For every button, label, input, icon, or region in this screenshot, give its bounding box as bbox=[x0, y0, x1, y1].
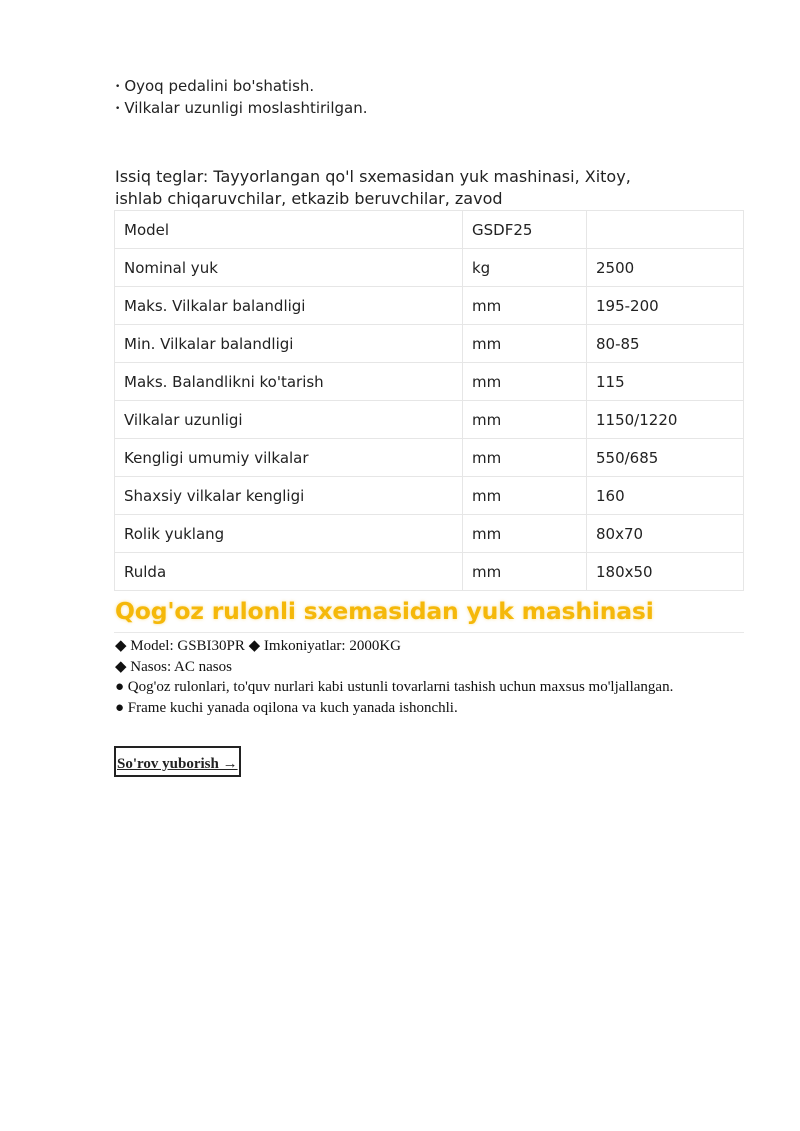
table-cell: Kengligi umumiy vilkalar bbox=[115, 439, 463, 477]
table-cell: Shaxsiy vilkalar kengligi bbox=[115, 477, 463, 515]
table-cell: mm bbox=[463, 363, 587, 401]
list-item: ◆ Nasos: AC nasos bbox=[115, 658, 232, 675]
list-item bbox=[115, 98, 368, 120]
table-cell: 80x70 bbox=[587, 515, 744, 553]
list-item-text: Vilkalar uzunligi moslashtirilgan. bbox=[124, 99, 368, 117]
table-row bbox=[115, 287, 744, 325]
table-row bbox=[115, 401, 744, 439]
list-item: ● Frame kuchi yanada oqilona va kuch yanada ishonchli. bbox=[115, 699, 458, 716]
bullet-icon: • bbox=[115, 82, 121, 92]
intro-bullet-list bbox=[115, 76, 368, 120]
table-cell: mm bbox=[463, 401, 587, 439]
table-cell: 160 bbox=[587, 477, 744, 515]
table-cell: mm bbox=[463, 515, 587, 553]
table-cell: Rulda bbox=[115, 553, 463, 591]
bullet-icon: • bbox=[115, 104, 121, 114]
table-cell: mm bbox=[463, 287, 587, 325]
product-heading: Qog'oz rulonli sxemasidan yuk mashinasi bbox=[115, 597, 654, 625]
table-cell: Vilkalar uzunligi bbox=[115, 401, 463, 439]
table-row bbox=[115, 553, 744, 591]
list-item-text: Oyoq pedalini bo'shatish. bbox=[124, 77, 315, 95]
table-row bbox=[115, 211, 744, 249]
hot-tags: Issiq teglar: Tayyorlangan qo'l sxemasidan yuk mashinasi, Xitoy, ishlab chiqaruvchilar, etkazib beruvchilar, zavod bbox=[115, 167, 631, 208]
table-cell: Nominal yuk bbox=[115, 249, 463, 287]
table-cell: mm bbox=[463, 477, 587, 515]
table-cell: Min. Vilkalar balandligi bbox=[115, 325, 463, 363]
table-cell: Rolik yuklang bbox=[115, 515, 463, 553]
table-cell bbox=[587, 211, 744, 249]
list-item bbox=[115, 76, 368, 98]
table-row bbox=[115, 249, 744, 287]
table-cell: 180x50 bbox=[587, 553, 744, 591]
table-row bbox=[115, 515, 744, 553]
feature-list bbox=[115, 636, 673, 718]
table-row bbox=[115, 325, 744, 363]
list-item: ◆ Model: GSBI30PR ◆ Imkoniyatlar: 2000KG bbox=[115, 638, 401, 654]
spec-table bbox=[114, 210, 744, 591]
heading-divider bbox=[114, 632, 744, 633]
table-cell: Model bbox=[115, 211, 463, 249]
table-cell: Maks. Balandlikni ko'tarish bbox=[115, 363, 463, 401]
table-cell: 80-85 bbox=[587, 325, 744, 363]
table-row bbox=[115, 439, 744, 477]
list-item: ● Qog'oz rulonlari, to'quv nurlari kabi ustunli tovarlarni tashish uchun maxsus mo'ljallangan. bbox=[115, 679, 674, 695]
table-cell: 115 bbox=[587, 363, 744, 401]
table-cell: 195-200 bbox=[587, 287, 744, 325]
table-cell: 2500 bbox=[587, 249, 744, 287]
table-cell: GSDF25 bbox=[463, 211, 587, 249]
send-enquiry-button[interactable]: So'rov yuborish → bbox=[114, 746, 241, 777]
table-row bbox=[115, 363, 744, 401]
table-cell: 1150/1220 bbox=[587, 401, 744, 439]
table-cell: 550/685 bbox=[587, 439, 744, 477]
table-cell: kg bbox=[463, 249, 587, 287]
table-cell: mm bbox=[463, 439, 587, 477]
table-cell: Maks. Vilkalar balandligi bbox=[115, 287, 463, 325]
table-row bbox=[115, 477, 744, 515]
table-cell: mm bbox=[463, 325, 587, 363]
table-cell: mm bbox=[463, 553, 587, 591]
